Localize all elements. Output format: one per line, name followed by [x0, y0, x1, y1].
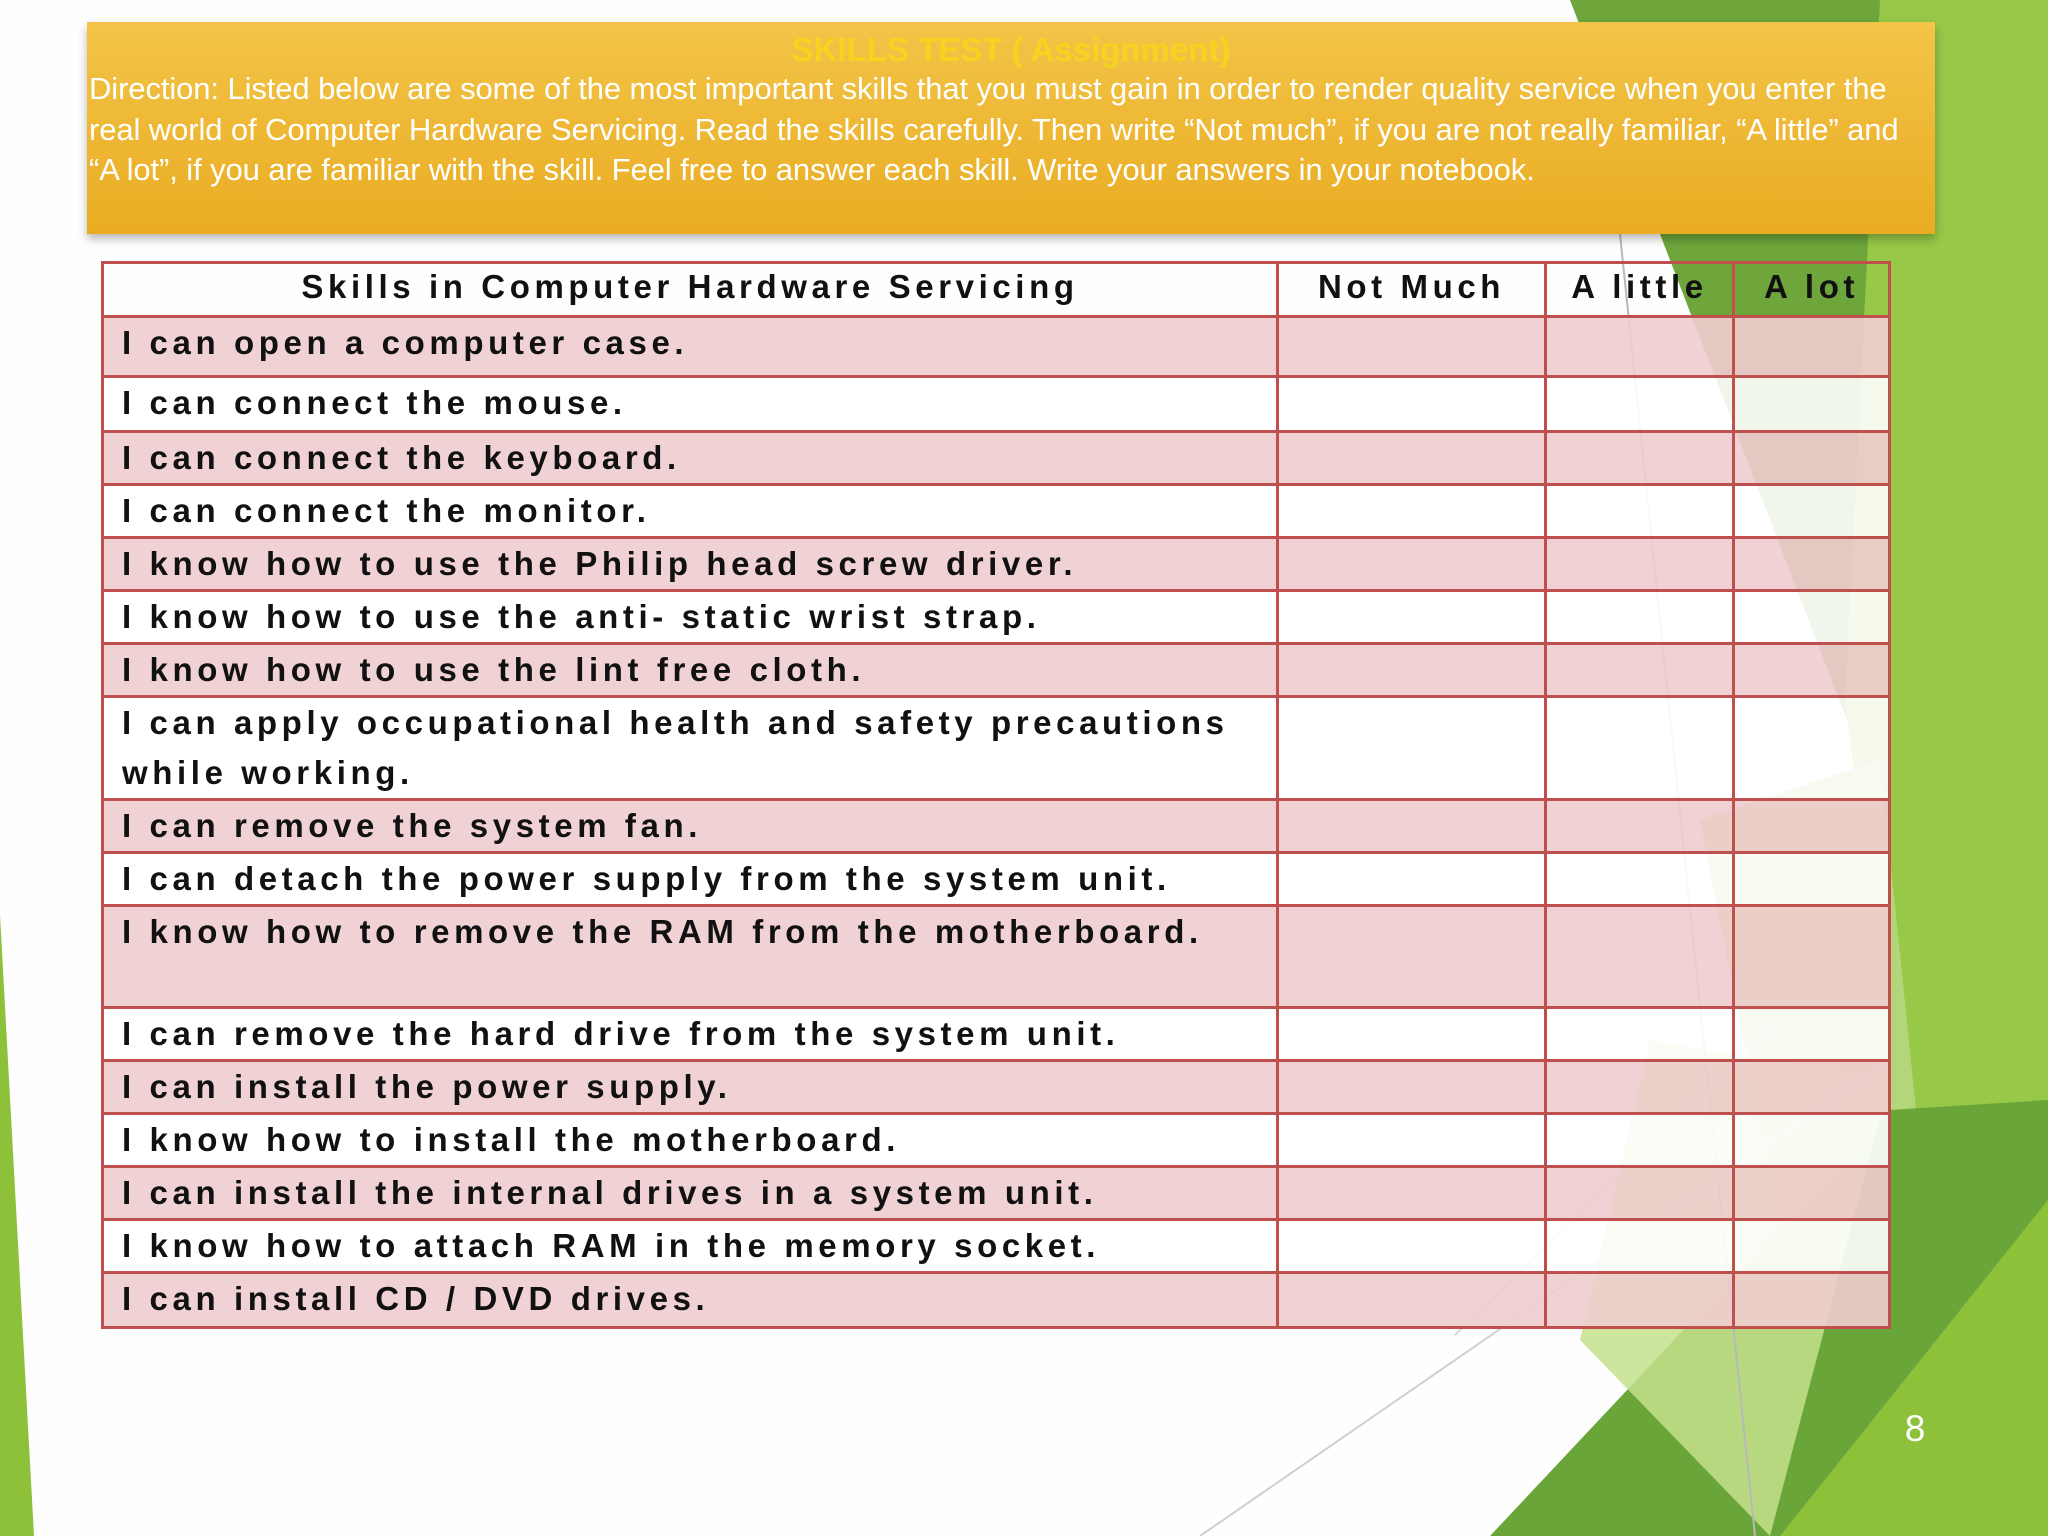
a-little-cell[interactable] [1546, 538, 1734, 591]
table-row [103, 1273, 1890, 1328]
a-lot-cell[interactable] [1734, 1114, 1890, 1167]
table-row [103, 1008, 1890, 1061]
a-lot-cell[interactable] [1734, 906, 1890, 1008]
not-much-cell[interactable] [1278, 1008, 1546, 1061]
skill-cell: I can install the internal drives in a system unit. [103, 1167, 1278, 1220]
skill-cell: I can remove the hard drive from the system unit. [103, 1008, 1278, 1061]
table-row [103, 538, 1890, 591]
skill-cell: I can connect the keyboard. [103, 432, 1278, 485]
skill-cell: I can install CD / DVD drives. [103, 1273, 1278, 1328]
table-row [103, 485, 1890, 538]
skill-cell: I can remove the system fan. [103, 800, 1278, 853]
not-much-cell[interactable] [1278, 1061, 1546, 1114]
a-little-cell[interactable] [1546, 1008, 1734, 1061]
skill-cell: I can detach the power supply from the system unit. [103, 853, 1278, 906]
a-lot-cell[interactable] [1734, 1167, 1890, 1220]
skill-cell: I can install the power supply. [103, 1061, 1278, 1114]
a-lot-cell[interactable] [1734, 317, 1890, 377]
table-row [103, 906, 1890, 1008]
skill-cell: I know how to attach RAM in the memory socket. [103, 1220, 1278, 1273]
table-row [103, 644, 1890, 697]
a-little-cell[interactable] [1546, 317, 1734, 377]
not-much-cell[interactable] [1278, 485, 1546, 538]
direction-banner [87, 22, 1935, 234]
table-row [103, 1167, 1890, 1220]
a-lot-cell[interactable] [1734, 853, 1890, 906]
a-little-cell[interactable] [1546, 1167, 1734, 1220]
a-little-cell[interactable] [1546, 485, 1734, 538]
not-much-cell[interactable] [1278, 644, 1546, 697]
header-a-little: A little [1546, 263, 1734, 317]
a-lot-cell[interactable] [1734, 432, 1890, 485]
a-lot-cell[interactable] [1734, 1273, 1890, 1328]
table-row [103, 591, 1890, 644]
skills-table [101, 261, 1891, 1329]
table-row [103, 317, 1890, 377]
not-much-cell[interactable] [1278, 800, 1546, 853]
skill-cell: I know how to use the Philip head screw driver. [103, 538, 1278, 591]
header-skills: Skills in Computer Hardware Servicing [103, 263, 1278, 317]
skill-cell: I can connect the mouse. [103, 377, 1278, 432]
a-lot-cell[interactable] [1734, 591, 1890, 644]
a-little-cell[interactable] [1546, 853, 1734, 906]
a-lot-cell[interactable] [1734, 1220, 1890, 1273]
skill-cell: I can apply occupational health and safety precautions while working. [103, 697, 1278, 800]
a-lot-cell[interactable] [1734, 644, 1890, 697]
a-little-cell[interactable] [1546, 1061, 1734, 1114]
a-little-cell[interactable] [1546, 377, 1734, 432]
a-little-cell[interactable] [1546, 800, 1734, 853]
table-row [103, 1114, 1890, 1167]
table-row [103, 377, 1890, 432]
table-header-row [103, 263, 1890, 317]
skills-table-body [103, 317, 1890, 1328]
not-much-cell[interactable] [1278, 906, 1546, 1008]
a-lot-cell[interactable] [1734, 697, 1890, 800]
a-little-cell[interactable] [1546, 591, 1734, 644]
table-row [103, 853, 1890, 906]
table-row [103, 1061, 1890, 1114]
a-little-cell[interactable] [1546, 697, 1734, 800]
a-little-cell[interactable] [1546, 906, 1734, 1008]
table-row [103, 1220, 1890, 1273]
not-much-cell[interactable] [1278, 1273, 1546, 1328]
banner-title: SKILLS TEST ( Assignment) [791, 31, 1231, 68]
skill-cell: I can open a computer case. [103, 317, 1278, 377]
not-much-cell[interactable] [1278, 591, 1546, 644]
not-much-cell[interactable] [1278, 1220, 1546, 1273]
not-much-cell[interactable] [1278, 377, 1546, 432]
a-little-cell[interactable] [1546, 1273, 1734, 1328]
a-little-cell[interactable] [1546, 644, 1734, 697]
a-lot-cell[interactable] [1734, 485, 1890, 538]
skill-cell: I know how to use the lint free cloth. [103, 644, 1278, 697]
left-green-wedge [0, 915, 34, 1536]
skill-cell: I know how to install the motherboard. [103, 1114, 1278, 1167]
a-lot-cell[interactable] [1734, 800, 1890, 853]
not-much-cell[interactable] [1278, 1114, 1546, 1167]
not-much-cell[interactable] [1278, 853, 1546, 906]
a-lot-cell[interactable] [1734, 1061, 1890, 1114]
not-much-cell[interactable] [1278, 432, 1546, 485]
a-lot-cell[interactable] [1734, 1008, 1890, 1061]
page-number: 8 [1904, 1408, 1926, 1449]
table-row [103, 800, 1890, 853]
banner-direction-text: Direction: Listed below are some of the most important skills that you must gain in order to render quality service when you enter the real world of Computer Hardware Servicing. Read the skills carefully. Then write “Not much”, if you are not really familiar, “A little” and “A lot”, if you are familiar with the skill. Feel free to answer each skill. Write your answers in your notebook. [89, 71, 1899, 187]
not-much-cell[interactable] [1278, 538, 1546, 591]
skill-cell: I can connect the monitor. [103, 485, 1278, 538]
header-not-much: Not Much [1278, 263, 1546, 317]
a-little-cell[interactable] [1546, 432, 1734, 485]
header-a-lot: A lot [1734, 263, 1890, 317]
a-little-cell[interactable] [1546, 1220, 1734, 1273]
table-row [103, 432, 1890, 485]
not-much-cell[interactable] [1278, 1167, 1546, 1220]
skill-cell: I know how to remove the RAM from the motherboard. [103, 906, 1278, 1008]
a-lot-cell[interactable] [1734, 538, 1890, 591]
a-little-cell[interactable] [1546, 1114, 1734, 1167]
skill-cell: I know how to use the anti- static wrist strap. [103, 591, 1278, 644]
a-lot-cell[interactable] [1734, 377, 1890, 432]
table-row [103, 697, 1890, 800]
not-much-cell[interactable] [1278, 317, 1546, 377]
not-much-cell[interactable] [1278, 697, 1546, 800]
